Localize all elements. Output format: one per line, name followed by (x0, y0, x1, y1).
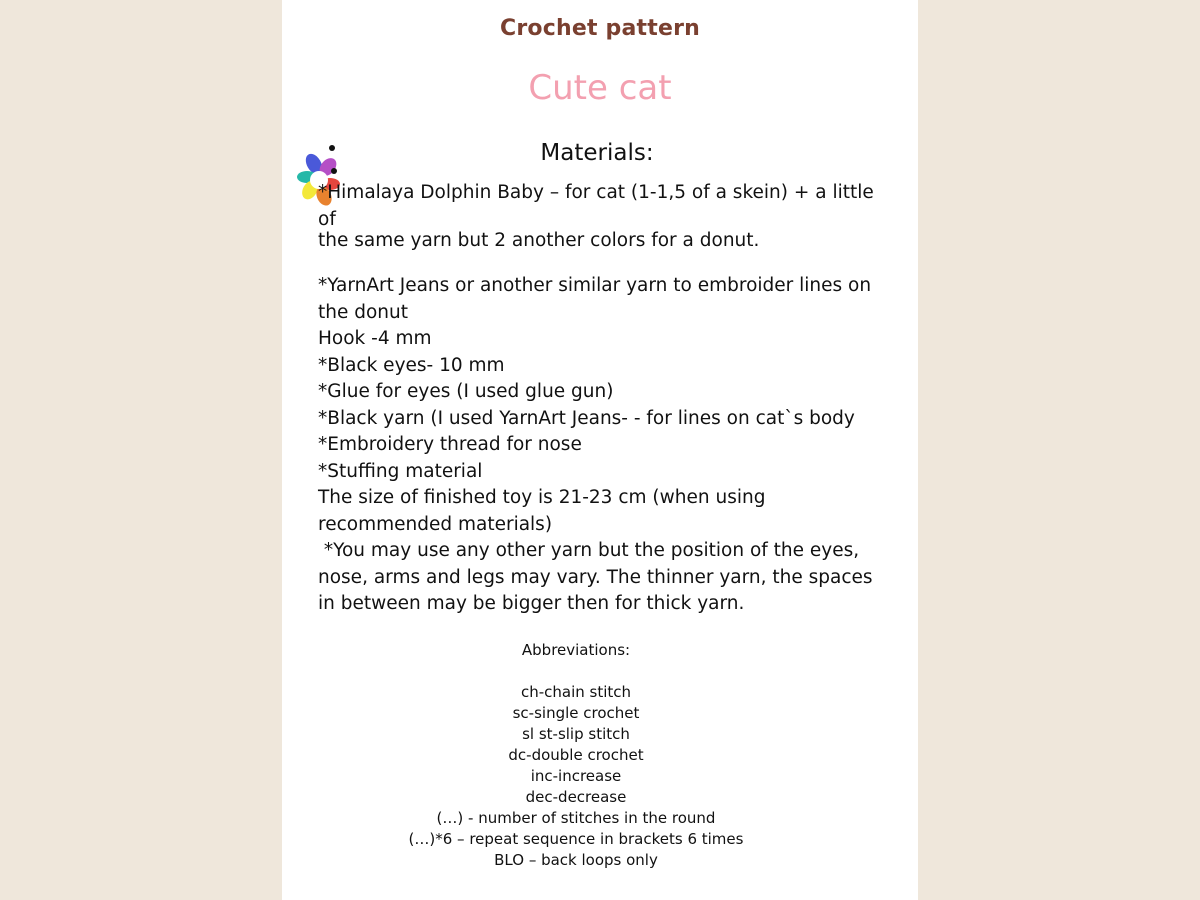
materials-item: *Glue for eyes (I used glue gun) (318, 381, 614, 402)
materials-line-2: the same yarn but 2 another colors for a donut. (318, 230, 760, 251)
page-title: Cute cat (528, 68, 672, 108)
abbreviation-item: dec-decrease (525, 788, 627, 806)
materials-item: The size of finished toy is 21-23 cm (when using recommended materials) (318, 487, 766, 535)
abbreviation-item: sl st-slip stitch (522, 725, 630, 743)
abbreviations-section (282, 640, 870, 871)
materials-item: *Black yarn (I used YarnArt Jeans- - for lines on cat`s body (318, 407, 855, 429)
materials-item: Hook -4 mm (318, 328, 432, 349)
abbreviation-item: (…)*6 – repeat sequence in brackets 6 times (408, 830, 744, 848)
materials-list (318, 273, 890, 618)
page-header: Crochet pattern (500, 16, 700, 41)
materials-item: *Black eyes- 10 mm (318, 354, 505, 376)
materials-item: *Embroidery thread for nose (318, 434, 582, 455)
abbreviations-heading: Abbreviations: (521, 641, 631, 659)
materials-item: *You may use any other yarn but the position of the eyes, nose, arms and legs may vary. The thinner yarn, the spaces in between may be bigger then for thick yarn. (318, 540, 879, 614)
materials-item: *Stuffing material (318, 460, 483, 482)
abbreviation-item: inc-increase (530, 767, 622, 785)
document-page (282, 0, 918, 900)
abbreviation-item: ch-chain stitch (520, 683, 632, 701)
abbreviation-item: BLO – back loops only (494, 851, 658, 869)
materials-heading: Materials: (540, 140, 654, 166)
materials-item: *YarnArt Jeans or another similar yarn to embroider lines on the donut (318, 275, 872, 323)
abbreviation-item: sc-single crochet (512, 704, 640, 722)
materials-line-1: *Himalaya Dolphin Baby – for cat (1-1,5 of a skein) + a little of (318, 182, 874, 230)
abbreviation-item: (…) - number of stitches in the round (436, 809, 716, 827)
abbreviation-item: dc-double crochet (508, 746, 644, 764)
